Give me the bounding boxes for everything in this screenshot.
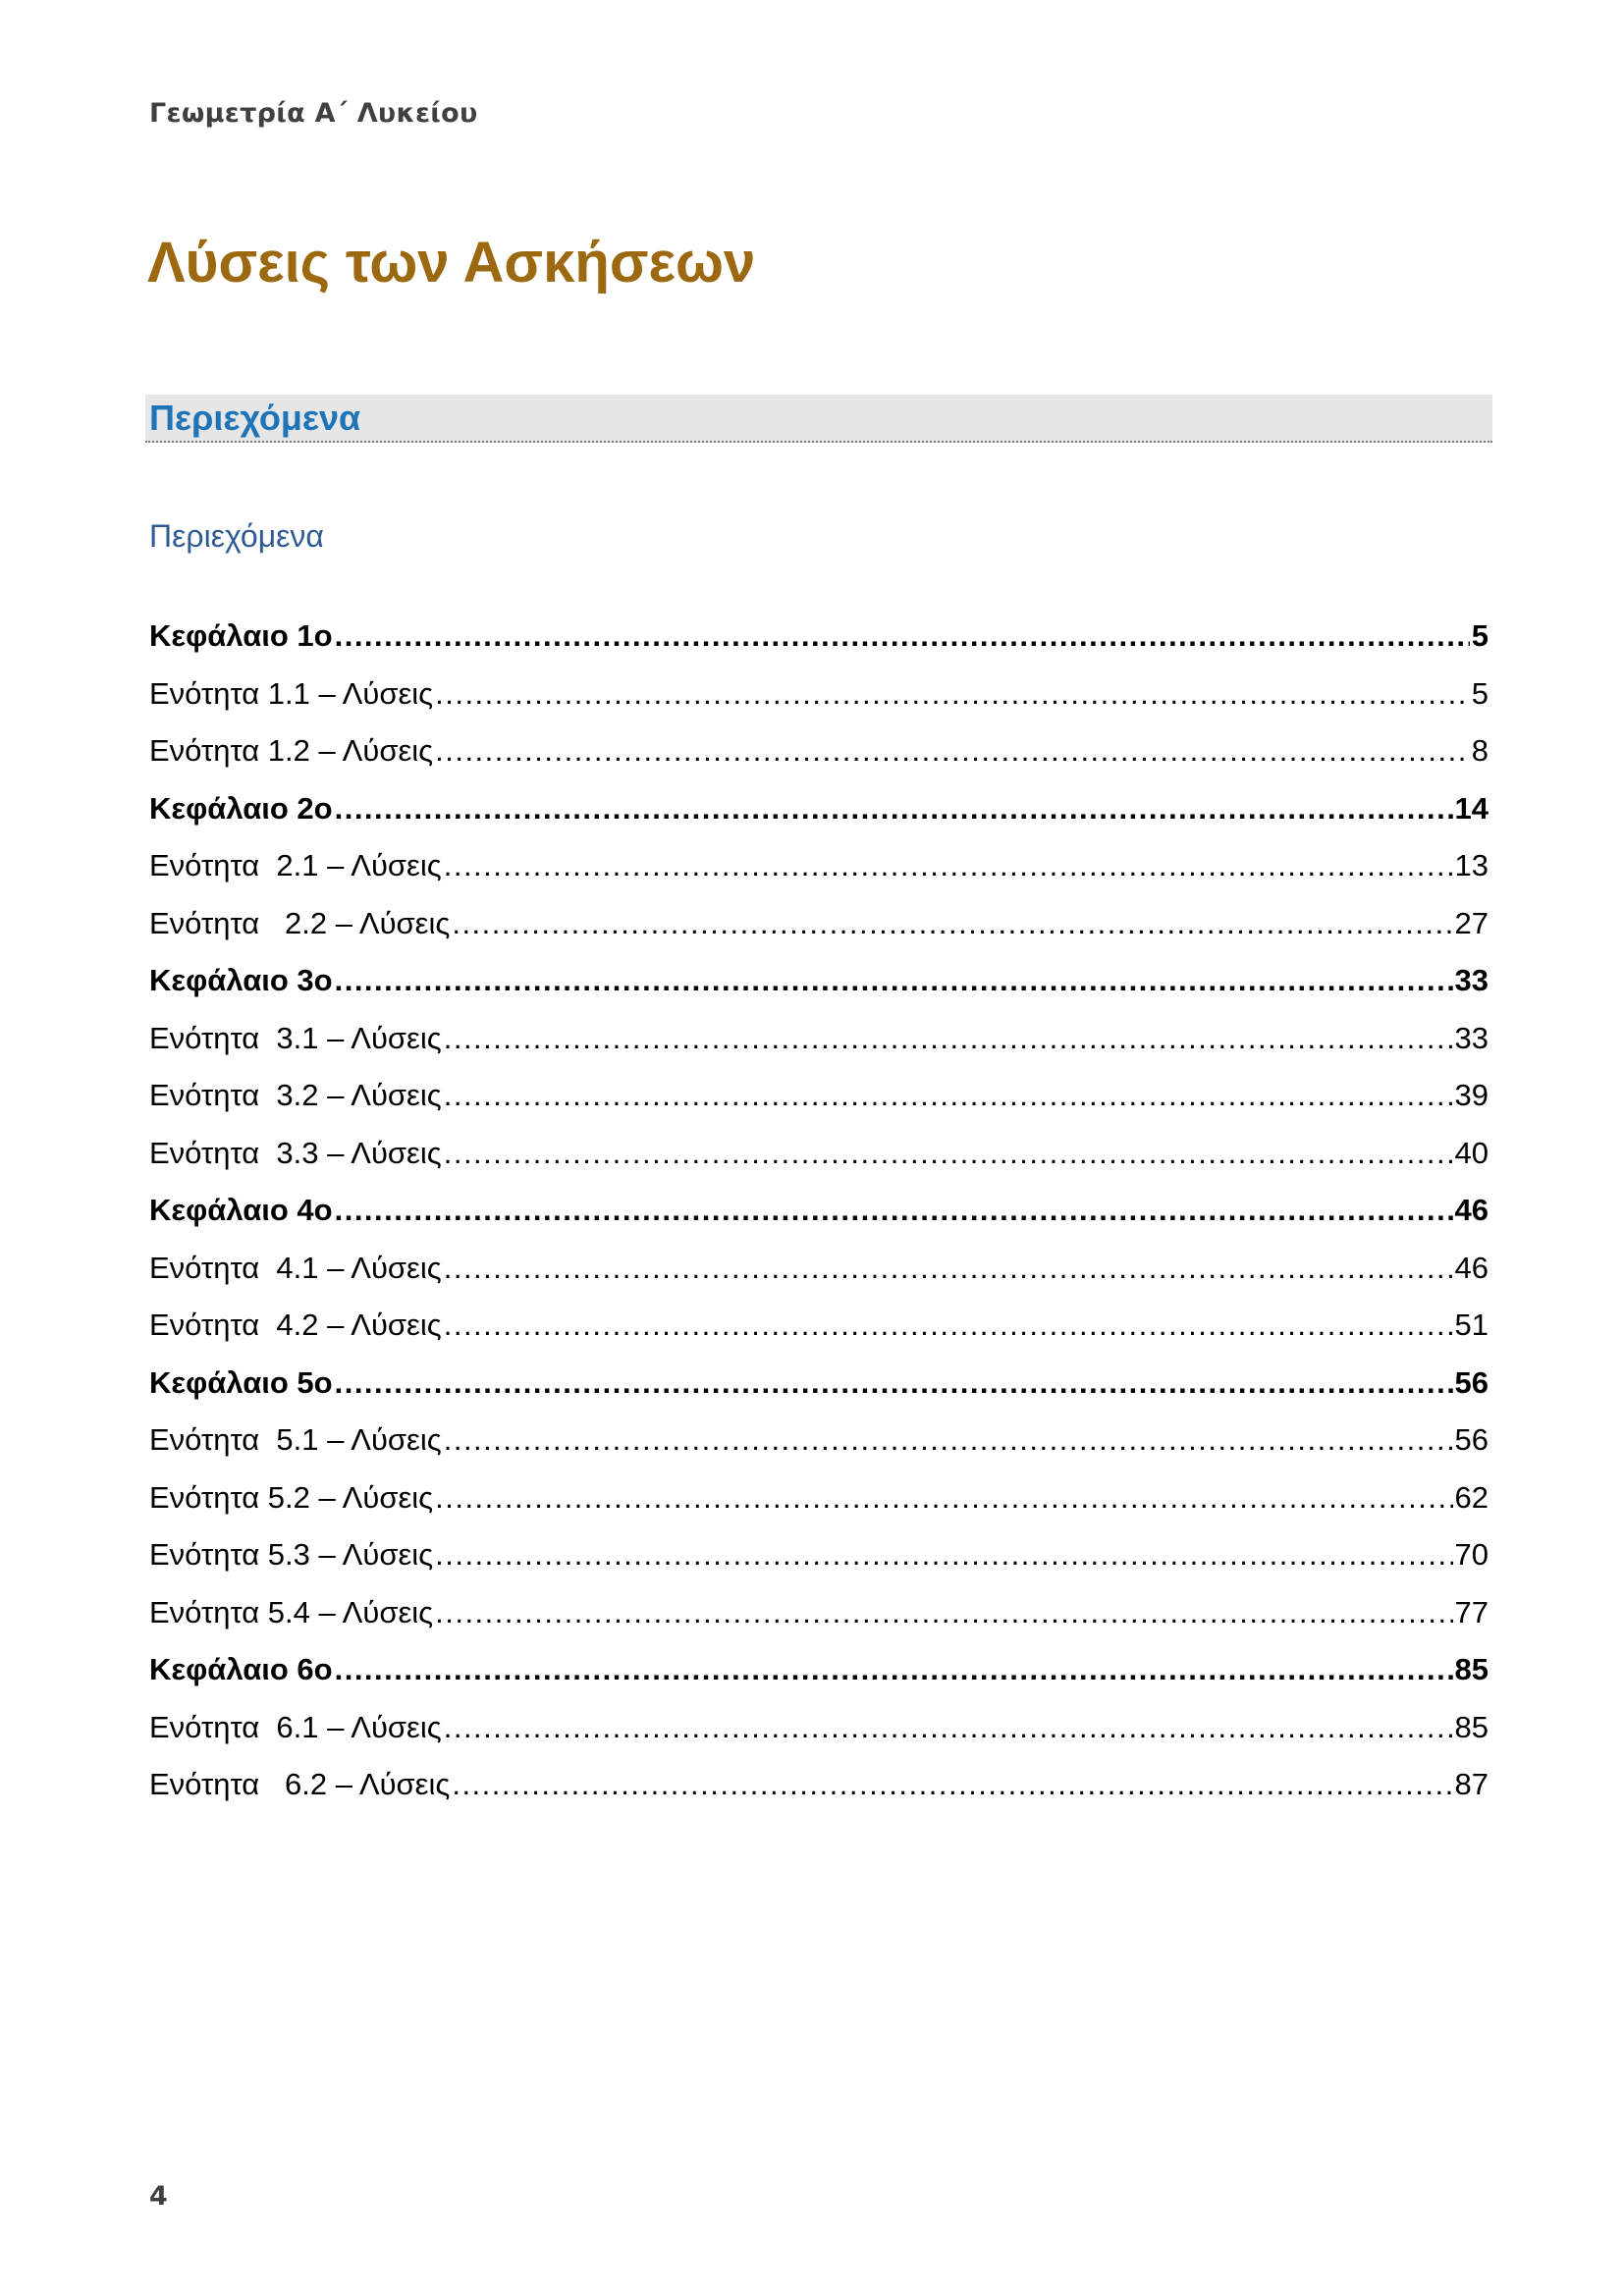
toc-dot-leader [444, 848, 1453, 883]
toc-entry-label: Ενότητα 3.1 – Λύσεις [149, 1020, 442, 1055]
toc-caption: Περιεχόμενα [149, 518, 324, 554]
toc-section-entry[interactable] [149, 906, 1489, 964]
toc-entry-page: 46 [1454, 1193, 1489, 1227]
toc-entry-label: Ενότητα 1.2 – Λύσεις [149, 733, 434, 768]
toc-dot-leader [335, 1193, 1453, 1228]
toc-entry-page: 70 [1454, 1537, 1489, 1572]
toc-entry-page: 62 [1454, 1479, 1489, 1515]
toc-entry-label: Ενότητα 2.2 – Λύσεις [149, 905, 451, 940]
toc-entry-label: Κεφάλαιο 3ο [149, 963, 333, 997]
toc-chapter-entry[interactable] [149, 963, 1489, 1021]
toc-entry-page: 85 [1454, 1709, 1489, 1744]
toc-section-entry[interactable] [149, 1595, 1489, 1653]
toc-chapter-entry[interactable] [149, 1365, 1489, 1423]
toc-entry-label: Κεφάλαιο 4ο [149, 1193, 333, 1227]
toc-section-entry[interactable] [149, 848, 1489, 906]
toc-section-entry[interactable] [149, 1136, 1489, 1194]
toc-entry-label: Ενότητα 6.2 – Λύσεις [149, 1767, 451, 1801]
toc-section-entry[interactable] [149, 1710, 1489, 1768]
toc-entry-label: Ενότητα 5.1 – Λύσεις [149, 1422, 442, 1457]
toc-entry-page: 5 [1471, 618, 1489, 653]
toc-chapter-entry[interactable] [149, 1193, 1489, 1251]
toc-chapter-entry[interactable] [149, 791, 1489, 849]
table-of-contents [149, 618, 1489, 1825]
toc-entry-page: 46 [1454, 1250, 1489, 1285]
toc-section-entry[interactable] [149, 676, 1489, 734]
toc-section-entry[interactable] [149, 1308, 1489, 1365]
toc-entry-page: 77 [1454, 1594, 1489, 1629]
toc-section-entry[interactable] [149, 1422, 1489, 1480]
toc-entry-page: 40 [1454, 1135, 1489, 1170]
toc-dot-leader [335, 963, 1453, 998]
toc-entry-label: Ενότητα 3.3 – Λύσεις [149, 1135, 442, 1170]
toc-chapter-entry[interactable] [149, 618, 1489, 676]
toc-section-entry[interactable] [149, 1251, 1489, 1308]
toc-entry-page: 51 [1454, 1308, 1489, 1342]
toc-entry-page: 87 [1454, 1767, 1489, 1801]
toc-entry-label: Ενότητα 6.1 – Λύσεις [149, 1709, 442, 1744]
toc-entry-page: 85 [1454, 1652, 1489, 1686]
running-header: Γεωμετρία Α΄ Λυκείου [149, 98, 478, 129]
toc-entry-label: Ενότητα 3.2 – Λύσεις [149, 1078, 442, 1112]
toc-entry-label: Ενότητα 1.1 – Λύσεις [149, 675, 434, 711]
toc-entry-page: 33 [1454, 1020, 1489, 1055]
toc-entry-page: 27 [1454, 905, 1489, 940]
toc-entry-page: 5 [1471, 675, 1489, 711]
document-title: Λύσεις των Ασκήσεων [147, 231, 756, 294]
toc-entry-label: Ενότητα 5.3 – Λύσεις [149, 1537, 434, 1572]
toc-dot-leader [435, 733, 1470, 769]
toc-entry-page: 13 [1454, 848, 1489, 882]
toc-entry-page: 56 [1454, 1364, 1489, 1400]
toc-section-entry[interactable] [149, 1537, 1489, 1595]
toc-section-entry[interactable] [149, 1078, 1489, 1136]
toc-dot-leader [335, 1652, 1453, 1687]
toc-entry-label: Κεφάλαιο 5ο [149, 1364, 333, 1400]
toc-dot-leader [435, 676, 1470, 712]
toc-entry-page: 14 [1454, 790, 1489, 826]
toc-dot-leader [452, 906, 1452, 941]
toc-dot-leader [444, 1251, 1453, 1286]
toc-entry-label: Κεφάλαιο 2ο [149, 790, 333, 826]
section-heading: Περιεχόμενα [149, 398, 361, 438]
toc-dot-leader [335, 618, 1470, 654]
toc-dot-leader [452, 1767, 1452, 1802]
toc-dot-leader [444, 1078, 1453, 1113]
toc-dot-leader [444, 1136, 1453, 1171]
toc-entry-label: Ενότητα 5.2 – Λύσεις [149, 1479, 434, 1515]
toc-section-entry[interactable] [149, 1480, 1489, 1538]
toc-entry-label: Ενότητα 4.2 – Λύσεις [149, 1308, 442, 1342]
page-number: 4 [149, 2181, 168, 2212]
toc-chapter-entry[interactable] [149, 1652, 1489, 1710]
toc-dot-leader [444, 1422, 1453, 1458]
toc-dot-leader [335, 791, 1453, 827]
toc-entry-page: 33 [1454, 963, 1489, 997]
toc-entry-label: Ενότητα 5.4 – Λύσεις [149, 1594, 434, 1629]
toc-entry-label: Ενότητα 4.1 – Λύσεις [149, 1250, 442, 1285]
section-heading-band [145, 395, 1492, 443]
toc-entry-page: 8 [1471, 733, 1489, 768]
toc-section-entry[interactable] [149, 1767, 1489, 1825]
toc-entry-page: 39 [1454, 1078, 1489, 1112]
toc-dot-leader [335, 1365, 1453, 1401]
toc-dot-leader [435, 1480, 1452, 1516]
toc-entry-page: 56 [1454, 1422, 1489, 1457]
toc-dot-leader [444, 1021, 1453, 1056]
toc-entry-label: Κεφάλαιο 6ο [149, 1652, 333, 1686]
toc-section-entry[interactable] [149, 1021, 1489, 1079]
toc-dot-leader [444, 1308, 1453, 1343]
toc-entry-label: Ενότητα 2.1 – Λύσεις [149, 848, 442, 882]
toc-dot-leader [444, 1710, 1453, 1745]
toc-dot-leader [435, 1537, 1452, 1573]
toc-section-entry[interactable] [149, 733, 1489, 791]
toc-dot-leader [435, 1595, 1452, 1630]
toc-entry-label: Κεφάλαιο 1ο [149, 618, 333, 653]
